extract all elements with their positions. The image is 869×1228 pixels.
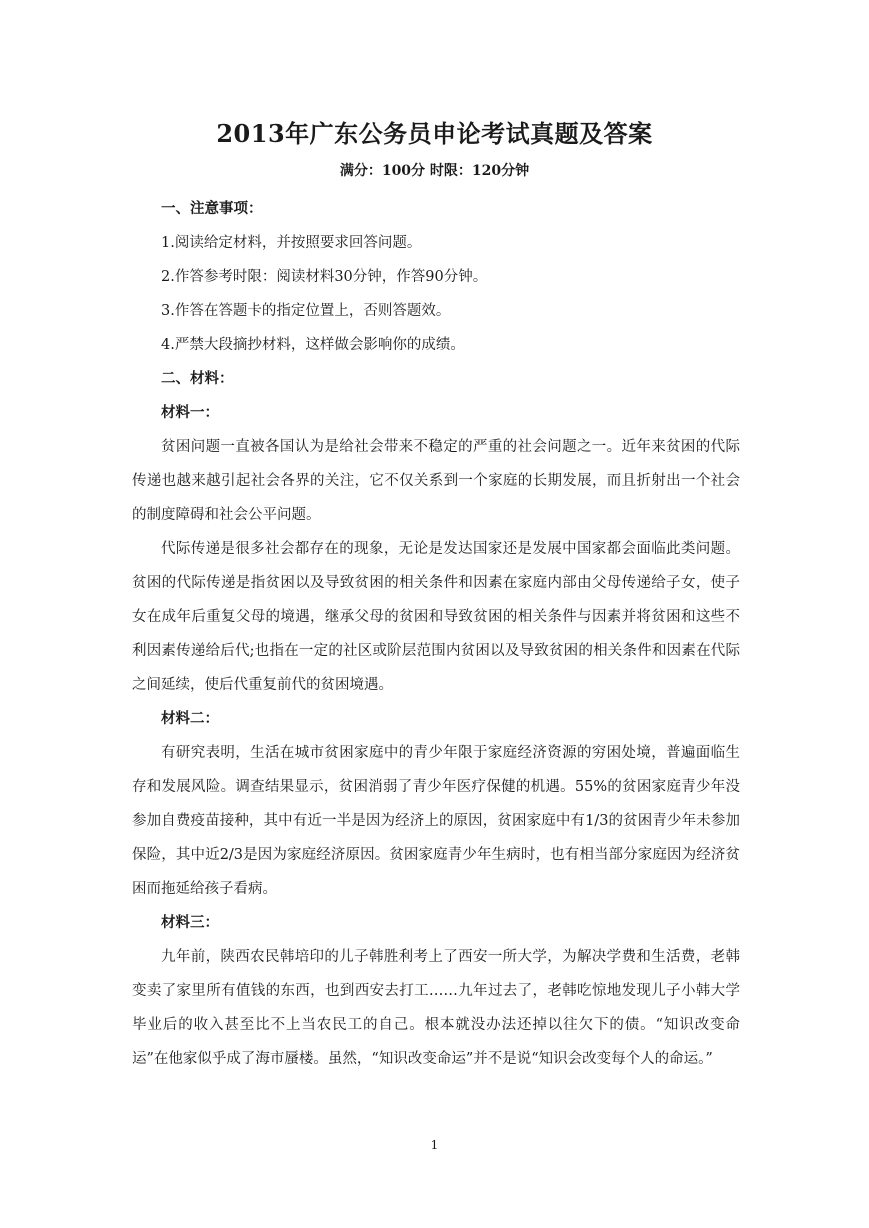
material-2-paragraph: 有研究表明，生活在城市贫困家庭中的青少年限于家庭经济资源的穷困处境，普遍面临生存和发展风险。调查结果显示，贫困消弱了青少年医疗保健的机遇。55%的贫困家庭青少年没参加自费疫苗接种，其中有近一半是因为经济上的原因，贫困家庭中有1/3的贫困青少年未参加保险，其中近2/3是因为家庭经济原因。贫困家庭青少年生病时，也有相当部分家庭因为经济贫困而拖延给孩子看病。	[132, 745, 740, 897]
document-subtitle: 满分：100分 时限：120分钟	[339, 163, 530, 179]
material-3-heading: 材料三：	[161, 914, 219, 931]
notes-heading: 一、注意事项：	[161, 200, 263, 217]
notes-item: 3.作答在答题卡的指定位置上，否则答题效。	[161, 303, 451, 319]
material-1-paragraph: 代际传递是很多社会都存在的现象，无论是发达国家还是发展中国家都会面临此类问题。贫困的代际传递是指贫困以及导致贫困的相关条件和因素在家庭内部由父母传递给子女，使子女在成年后重复父母的境遇，继承父母的贫困和导致贫困的相关条件与因素并将贫困和这些不利因素传递给后代;也指在一定的社区或阶层范围内贫困以及导致贫困的相关条件和因素在代际之间延续，使后代重复前代的贫困境遇。	[132, 541, 740, 693]
page-number: 1	[430, 1138, 439, 1152]
material-2-heading: 材料二：	[161, 710, 219, 727]
material-3-paragraph: 九年前，陕西农民韩培印的儿子韩胜利考上了西安一所大学，为解决学费和生活费，老韩变卖了家里所有值钱的东西，也到西安去打工……九年过去了，老韩吃惊地发现儿子小韩大学毕业后的收入甚至比不上当农民工的自己。根本就没办法还掉以往欠下的债。“知识改变命运”在他家似乎成了海市蜃楼。虽然，“知识改变命运”并不是说“知识会改变每个人的命运。”	[132, 949, 740, 1067]
notes-item: 2.作答参考时限：阅读材料30分钟，作答90分钟。	[161, 269, 488, 285]
document-body	[132, 192, 740, 1076]
notes-item: 1.阅读给定材料，并按照要求回答问题。	[161, 235, 422, 251]
material-1-paragraph: 贫困问题一直被各国认为是给社会带来不稳定的严重的社会问题之一。近年来贫困的代际传递也越来越引起社会各界的关注，它不仅关系到一个家庭的长期发展，而且折射出一个社会的制度障碍和社会公平问题。	[132, 439, 740, 523]
material-1-heading: 材料一：	[161, 404, 219, 421]
notes-item: 4.严禁大段摘抄材料，这样做会影响你的成绩。	[161, 337, 465, 353]
document-title: 2013年广东公务员申论考试真题及答案	[216, 119, 653, 148]
materials-heading: 二、材料：	[161, 370, 234, 387]
